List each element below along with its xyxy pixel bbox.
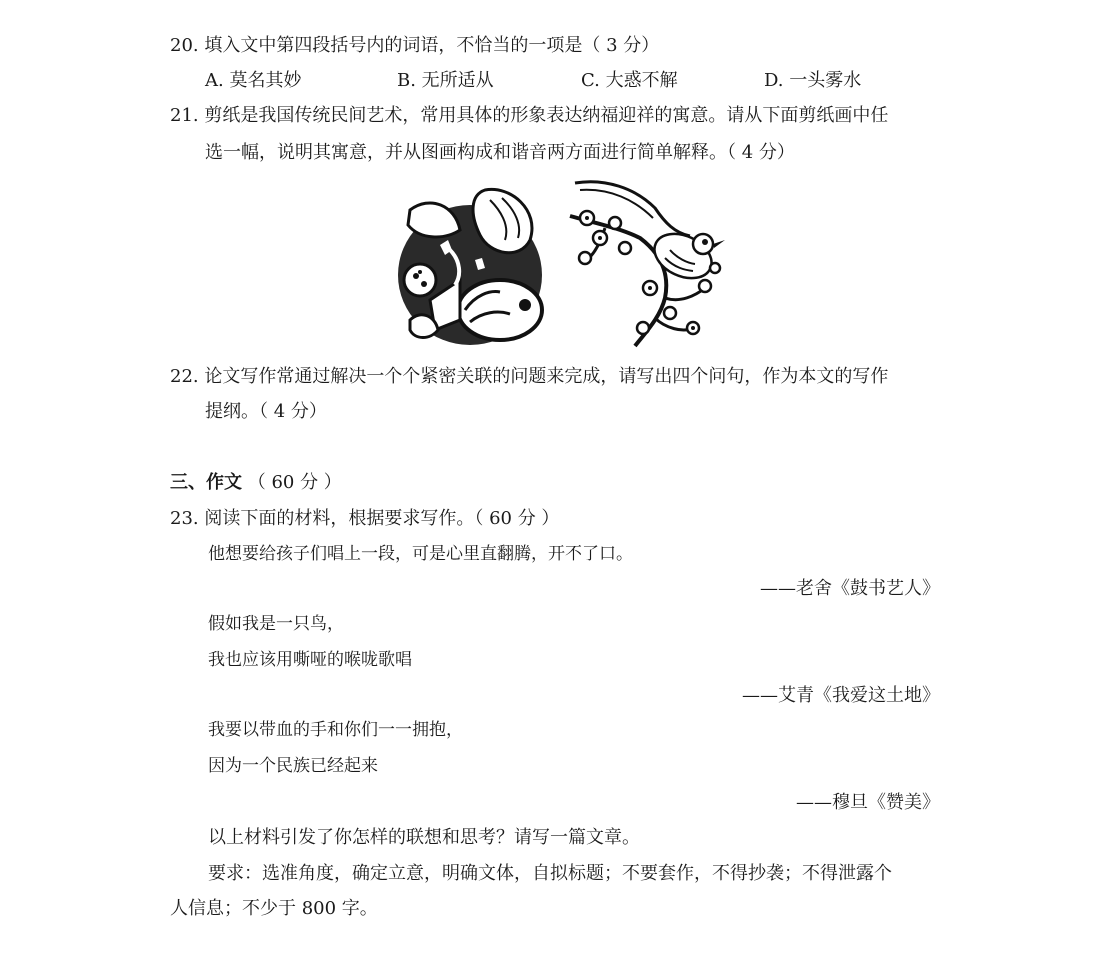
q21-stem-line2: 选一幅，说明其寓意，并从图画构成和谐音两方面进行简单解释。（ 4 分） (205, 142, 795, 163)
quote-3-line1: 我要以带血的手和你们一一拥抱， (208, 720, 463, 740)
q20-option-c: C. 大惑不解 (581, 70, 678, 91)
quote-2-line1: 假如我是一只鸟， (208, 614, 344, 634)
writing-prompt: 以上材料引发了你怎样的联想和思考？请写一篇文章。 (208, 827, 640, 848)
quote-3-line2: 因为一个民族已经起来 (208, 756, 378, 776)
quote-2-line2: 我也应该用嘶哑的喉咙歌唱 (208, 650, 412, 670)
section-heading (170, 474, 342, 492)
magpie-plum-papercut (565, 178, 730, 350)
q20-option-d: D. 一头雾水 (764, 70, 862, 91)
source-3: ——穆旦《赞美》 (796, 792, 940, 813)
section-title: 三、作文 (170, 472, 242, 493)
source-1: ——老舍《鼓书艺人》 (760, 578, 940, 599)
lotus-fish-papercut (390, 180, 550, 350)
quote-1: 他想要给孩子们唱上一段，可是心里直翻腾，开不了口。 (208, 544, 633, 564)
q23-stem: 23. 阅读下面的材料，根据要求写作。（ 60 分 ） (170, 508, 560, 529)
requirements-line2: 人信息；不少于 800 字。 (170, 898, 378, 919)
requirements-line1: 要求：选准角度，确定立意，明确文体，自拟标题；不要套作，不得抄袭；不得泄露个 (208, 863, 892, 884)
q20-option-b: B. 无所适从 (397, 70, 494, 91)
q21-stem-line1: 21. 剪纸是我国传统民间艺术，常用具体的形象表达纳福迎祥的寓意。请从下面剪纸画中任 (170, 105, 889, 126)
q20-option-a: A. 莫名其妙 (205, 70, 302, 91)
section-points: （ 60 分 ） (247, 472, 342, 493)
q22-stem-line2: 提纲。（ 4 分） (205, 401, 327, 422)
source-2: ——艾青《我爱这土地》 (742, 685, 940, 706)
q22-stem-line1: 22. 论文写作常通过解决一个个紧密关联的问题来完成，请写出四个问句，作为本文的写作 (170, 366, 889, 387)
q20-stem: 20. 填入文中第四段括号内的词语，不恰当的一项是（ 3 分） (170, 35, 660, 56)
